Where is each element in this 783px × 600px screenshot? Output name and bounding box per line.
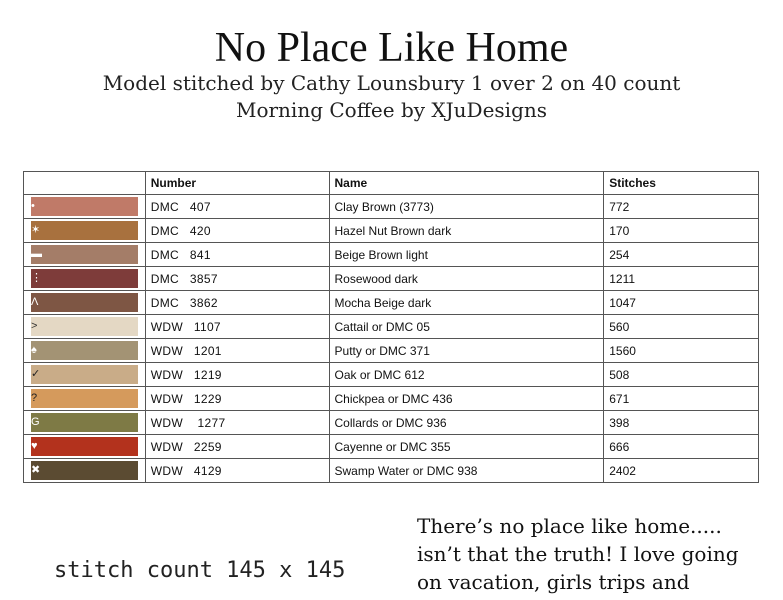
floss-number: DMC 407	[145, 195, 329, 219]
table-row	[24, 339, 759, 363]
model-credit: Model stitched by Cathy Lounsbury 1 over 2 on 40 count	[102, 71, 681, 95]
floss-name: Cattail or DMC 05	[329, 315, 604, 339]
floss-name: Cayenne or DMC 355	[329, 435, 604, 459]
symbol-icon: ⋮	[31, 269, 138, 288]
floss-name: Collards or DMC 936	[329, 411, 604, 435]
floss-name: Putty or DMC 371	[329, 339, 604, 363]
color-swatch	[24, 291, 146, 315]
floss-number: WDW 1219	[145, 363, 329, 387]
floss-number: WDW 1229	[145, 387, 329, 411]
stitch-total: 2402	[604, 459, 759, 483]
symbol-icon: ▬	[31, 245, 138, 264]
floss-key-table	[23, 171, 759, 483]
page-title: No Place Like Home	[214, 25, 569, 71]
note-line: There’s no place like home.....	[417, 514, 722, 538]
column-header-number: Number	[145, 172, 329, 195]
floss-number: DMC 3857	[145, 267, 329, 291]
note-line: on vacation, girls trips and	[417, 570, 690, 594]
floss-name: Clay Brown (3773)	[329, 195, 604, 219]
color-swatch	[24, 339, 146, 363]
floss-number: WDW 1201	[145, 339, 329, 363]
table-row	[24, 459, 759, 483]
floss-number: WDW 1107	[145, 315, 329, 339]
table-row	[24, 195, 759, 219]
stitch-total: 671	[604, 387, 759, 411]
table-row	[24, 219, 759, 243]
floss-name: Rosewood dark	[329, 267, 604, 291]
stitch-total: 398	[604, 411, 759, 435]
stitch-total: 1211	[604, 267, 759, 291]
floss-name: Chickpea or DMC 436	[329, 387, 604, 411]
floss-number: WDW 1277	[145, 411, 329, 435]
table-row	[24, 267, 759, 291]
symbol-icon: ♠	[31, 341, 138, 360]
color-swatch	[24, 435, 146, 459]
symbol-icon: ✶	[31, 221, 138, 240]
column-header-symbol	[24, 172, 146, 195]
stitch-total: 508	[604, 363, 759, 387]
color-swatch	[24, 243, 146, 267]
table-header-row	[24, 172, 759, 195]
table-row	[24, 435, 759, 459]
floss-number: DMC 841	[145, 243, 329, 267]
floss-name: Beige Brown light	[329, 243, 604, 267]
design-note	[417, 512, 777, 596]
symbol-icon: ✓	[31, 365, 138, 384]
table-row	[24, 411, 759, 435]
symbol-icon: ?	[31, 389, 138, 408]
color-swatch	[24, 363, 146, 387]
table-row	[24, 291, 759, 315]
table-row	[24, 387, 759, 411]
floss-name: Swamp Water or DMC 938	[329, 459, 604, 483]
stitch-total: 254	[604, 243, 759, 267]
symbol-icon: •	[31, 197, 138, 216]
stitch-total: 560	[604, 315, 759, 339]
symbol-icon: ✖	[31, 461, 138, 480]
symbol-icon: G	[31, 413, 138, 432]
stitch-total: 170	[604, 219, 759, 243]
floss-number: WDW 2259	[145, 435, 329, 459]
design-credit: Morning Coffee by XJuDesigns	[235, 98, 548, 122]
table-row	[24, 363, 759, 387]
note-line: isn’t that the truth! I love going	[417, 542, 739, 566]
floss-number: DMC 3862	[145, 291, 329, 315]
floss-number: WDW 4129	[145, 459, 329, 483]
stitch-total: 772	[604, 195, 759, 219]
color-swatch	[24, 267, 146, 291]
color-swatch	[24, 459, 146, 483]
table-row	[24, 243, 759, 267]
floss-name: Mocha Beige dark	[329, 291, 604, 315]
color-swatch	[24, 411, 146, 435]
stitch-count: stitch count 145 x 145	[54, 558, 346, 583]
stitch-total: 666	[604, 435, 759, 459]
color-swatch	[24, 195, 146, 219]
column-header-stitches: Stitches	[604, 172, 759, 195]
symbol-icon: ♥	[31, 437, 138, 456]
table-row	[24, 315, 759, 339]
color-swatch	[24, 219, 146, 243]
floss-name: Hazel Nut Brown dark	[329, 219, 604, 243]
floss-name: Oak or DMC 612	[329, 363, 604, 387]
color-swatch	[24, 315, 146, 339]
stitch-total: 1047	[604, 291, 759, 315]
symbol-icon: >	[31, 317, 138, 336]
symbol-icon: Λ	[31, 293, 138, 312]
floss-number: DMC 420	[145, 219, 329, 243]
color-swatch	[24, 387, 146, 411]
column-header-name: Name	[329, 172, 604, 195]
stitch-total: 1560	[604, 339, 759, 363]
